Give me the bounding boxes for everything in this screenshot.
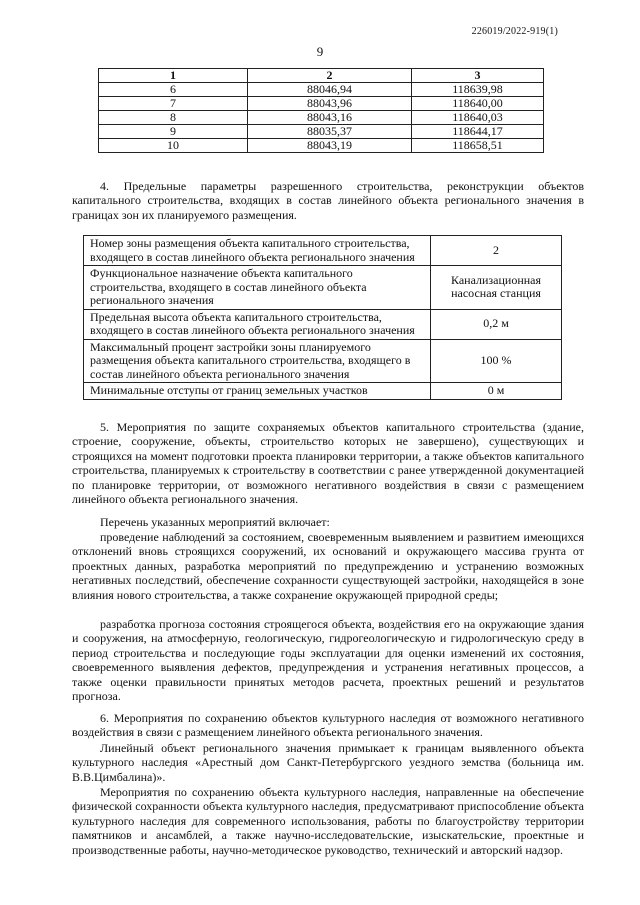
table-row	[84, 236, 562, 266]
parameter-label: Номер зоны размещения объекта капитального строительства, входящего в состав линейного объекта регионального значения	[84, 236, 431, 266]
parameter-value: Канализационная насосная станция	[431, 266, 562, 310]
coordinates-header-cell: 1	[99, 69, 248, 83]
coordinates-header-cell: 2	[248, 69, 412, 83]
point-number-cell: 9	[99, 125, 248, 139]
parameter-label: Предельная высота объекта капитального строительства, входящего в состав линейного объекта регионального значения	[84, 309, 431, 339]
y-coordinate-cell: 118644,17	[412, 125, 544, 139]
section-5-paragraph: 5. Мероприятия по защите сохраняемых объектов капитального строительства (здание, строение, сооружение, объекты, строительство которых не завершено), существующих и строящихся на момент подготовки проекта планировки территории, а также объектов капитального строительства, планируемых к строительству в соответствии с ранее утвержденной документацией по планировке территории, от возможного негативного воздействия в связи с размещением линейного объекта регионального значения.	[72, 420, 584, 507]
table-row	[99, 125, 544, 139]
table-row	[99, 139, 544, 153]
table-row	[84, 266, 562, 310]
parameter-label: Максимальный процент застройки зоны планируемого размещения объекта капитального строительства, входящего в состав линейного объекта регионального значения	[84, 339, 431, 383]
y-coordinate-cell: 118640,00	[412, 97, 544, 111]
document-number: 226019/2022-919(1)	[471, 26, 558, 37]
parameter-label: Минимальные отступы от границ земельных участков	[84, 383, 431, 400]
section-6-paragraph: 6. Мероприятия по сохранению объектов культурного наследия от возможного негативного воздействия в связи с размещением линейного объекта регионального значения.	[72, 711, 584, 740]
heritage-measures-paragraph: Мероприятия по сохранению объекта культурного наследия, направленные на обеспечение физической сохранности объекта культурного наследия, предусматривают приспособление объекта культурного наследия для современного использования, работы по благоустройству территории памятников и ансамблей, а также научно-исследовательские, изыскательские, проектные и производственные работы, научно-методическое руководство, технический и авторский надзор.	[72, 785, 584, 857]
parameter-value: 100 %	[431, 339, 562, 383]
table-row	[99, 111, 544, 125]
point-number-cell: 10	[99, 139, 248, 153]
parameter-value: 0,2 м	[431, 309, 562, 339]
parameter-value: 0 м	[431, 383, 562, 400]
monitoring-paragraph: проведение наблюдений за состоянием, своевременным выявлением и развитием имеющихся отклонений вновь строящихся сооружений, их оснований и окружающего массива грунта от проектных данных, разработка мероприятий по предупреждению и устранению возможных негативных последствий, обеспечение сохранности существующей застройки, находящейся в зоне влияния нового строительства, а также сохранение окружающей природной среды;	[72, 530, 584, 602]
measures-list-intro: Перечень указанных мероприятий включает:	[100, 515, 330, 529]
forecast-paragraph: разработка прогноза состояния строящегося объекта, воздействия его на окружающие здания и сооружения, на атмосферную, геологическую, гидрогеологическую и гидрологическую среду в период строительства и последующие годы эксплуатации для оценки изменений их состояния, своевременного выявления дефектов, предупреждения и устранения негативных процессов, а также оценки правильности принятых методов расчета, проектных решений и результатов прогноза.	[72, 617, 584, 704]
table-row	[99, 97, 544, 111]
x-coordinate-cell: 88043,16	[248, 111, 412, 125]
x-coordinate-cell: 88046,94	[248, 83, 412, 97]
x-coordinate-cell: 88043,19	[248, 139, 412, 153]
x-coordinate-cell: 88035,37	[248, 125, 412, 139]
coordinates-header-row	[99, 69, 544, 83]
table-row	[84, 383, 562, 400]
coordinates-table	[98, 68, 544, 153]
linear-object-paragraph: Линейный объект регионального значения примыкает к границам выявленного объекта культурного наследия «Арестный дом Санкт-Петербургского уездного земства (больница им. В.В.Цимбалина)».	[72, 741, 584, 784]
parameter-label: Функциональное назначение объекта капитального строительства, входящего в состав линейного объекта регионального значения	[84, 266, 431, 310]
table-row	[84, 309, 562, 339]
table-row	[99, 83, 544, 97]
parameter-value: 2	[431, 236, 562, 266]
coordinates-header-cell: 3	[412, 69, 544, 83]
point-number-cell: 6	[99, 83, 248, 97]
page-number: 9	[316, 44, 324, 59]
table-row	[84, 339, 562, 383]
y-coordinate-cell: 118639,98	[412, 83, 544, 97]
y-coordinate-cell: 118658,51	[412, 139, 544, 153]
x-coordinate-cell: 88043,96	[248, 97, 412, 111]
point-number-cell: 7	[99, 97, 248, 111]
parameters-table	[83, 235, 562, 400]
y-coordinate-cell: 118640,03	[412, 111, 544, 125]
section-4-paragraph: 4. Предельные параметры разрешенного строительства, реконструкции объектов капитального строительства, входящих в состав линейного объекта регионального значения в границах зон их планируемого размещения.	[72, 179, 584, 222]
point-number-cell: 8	[99, 111, 248, 125]
